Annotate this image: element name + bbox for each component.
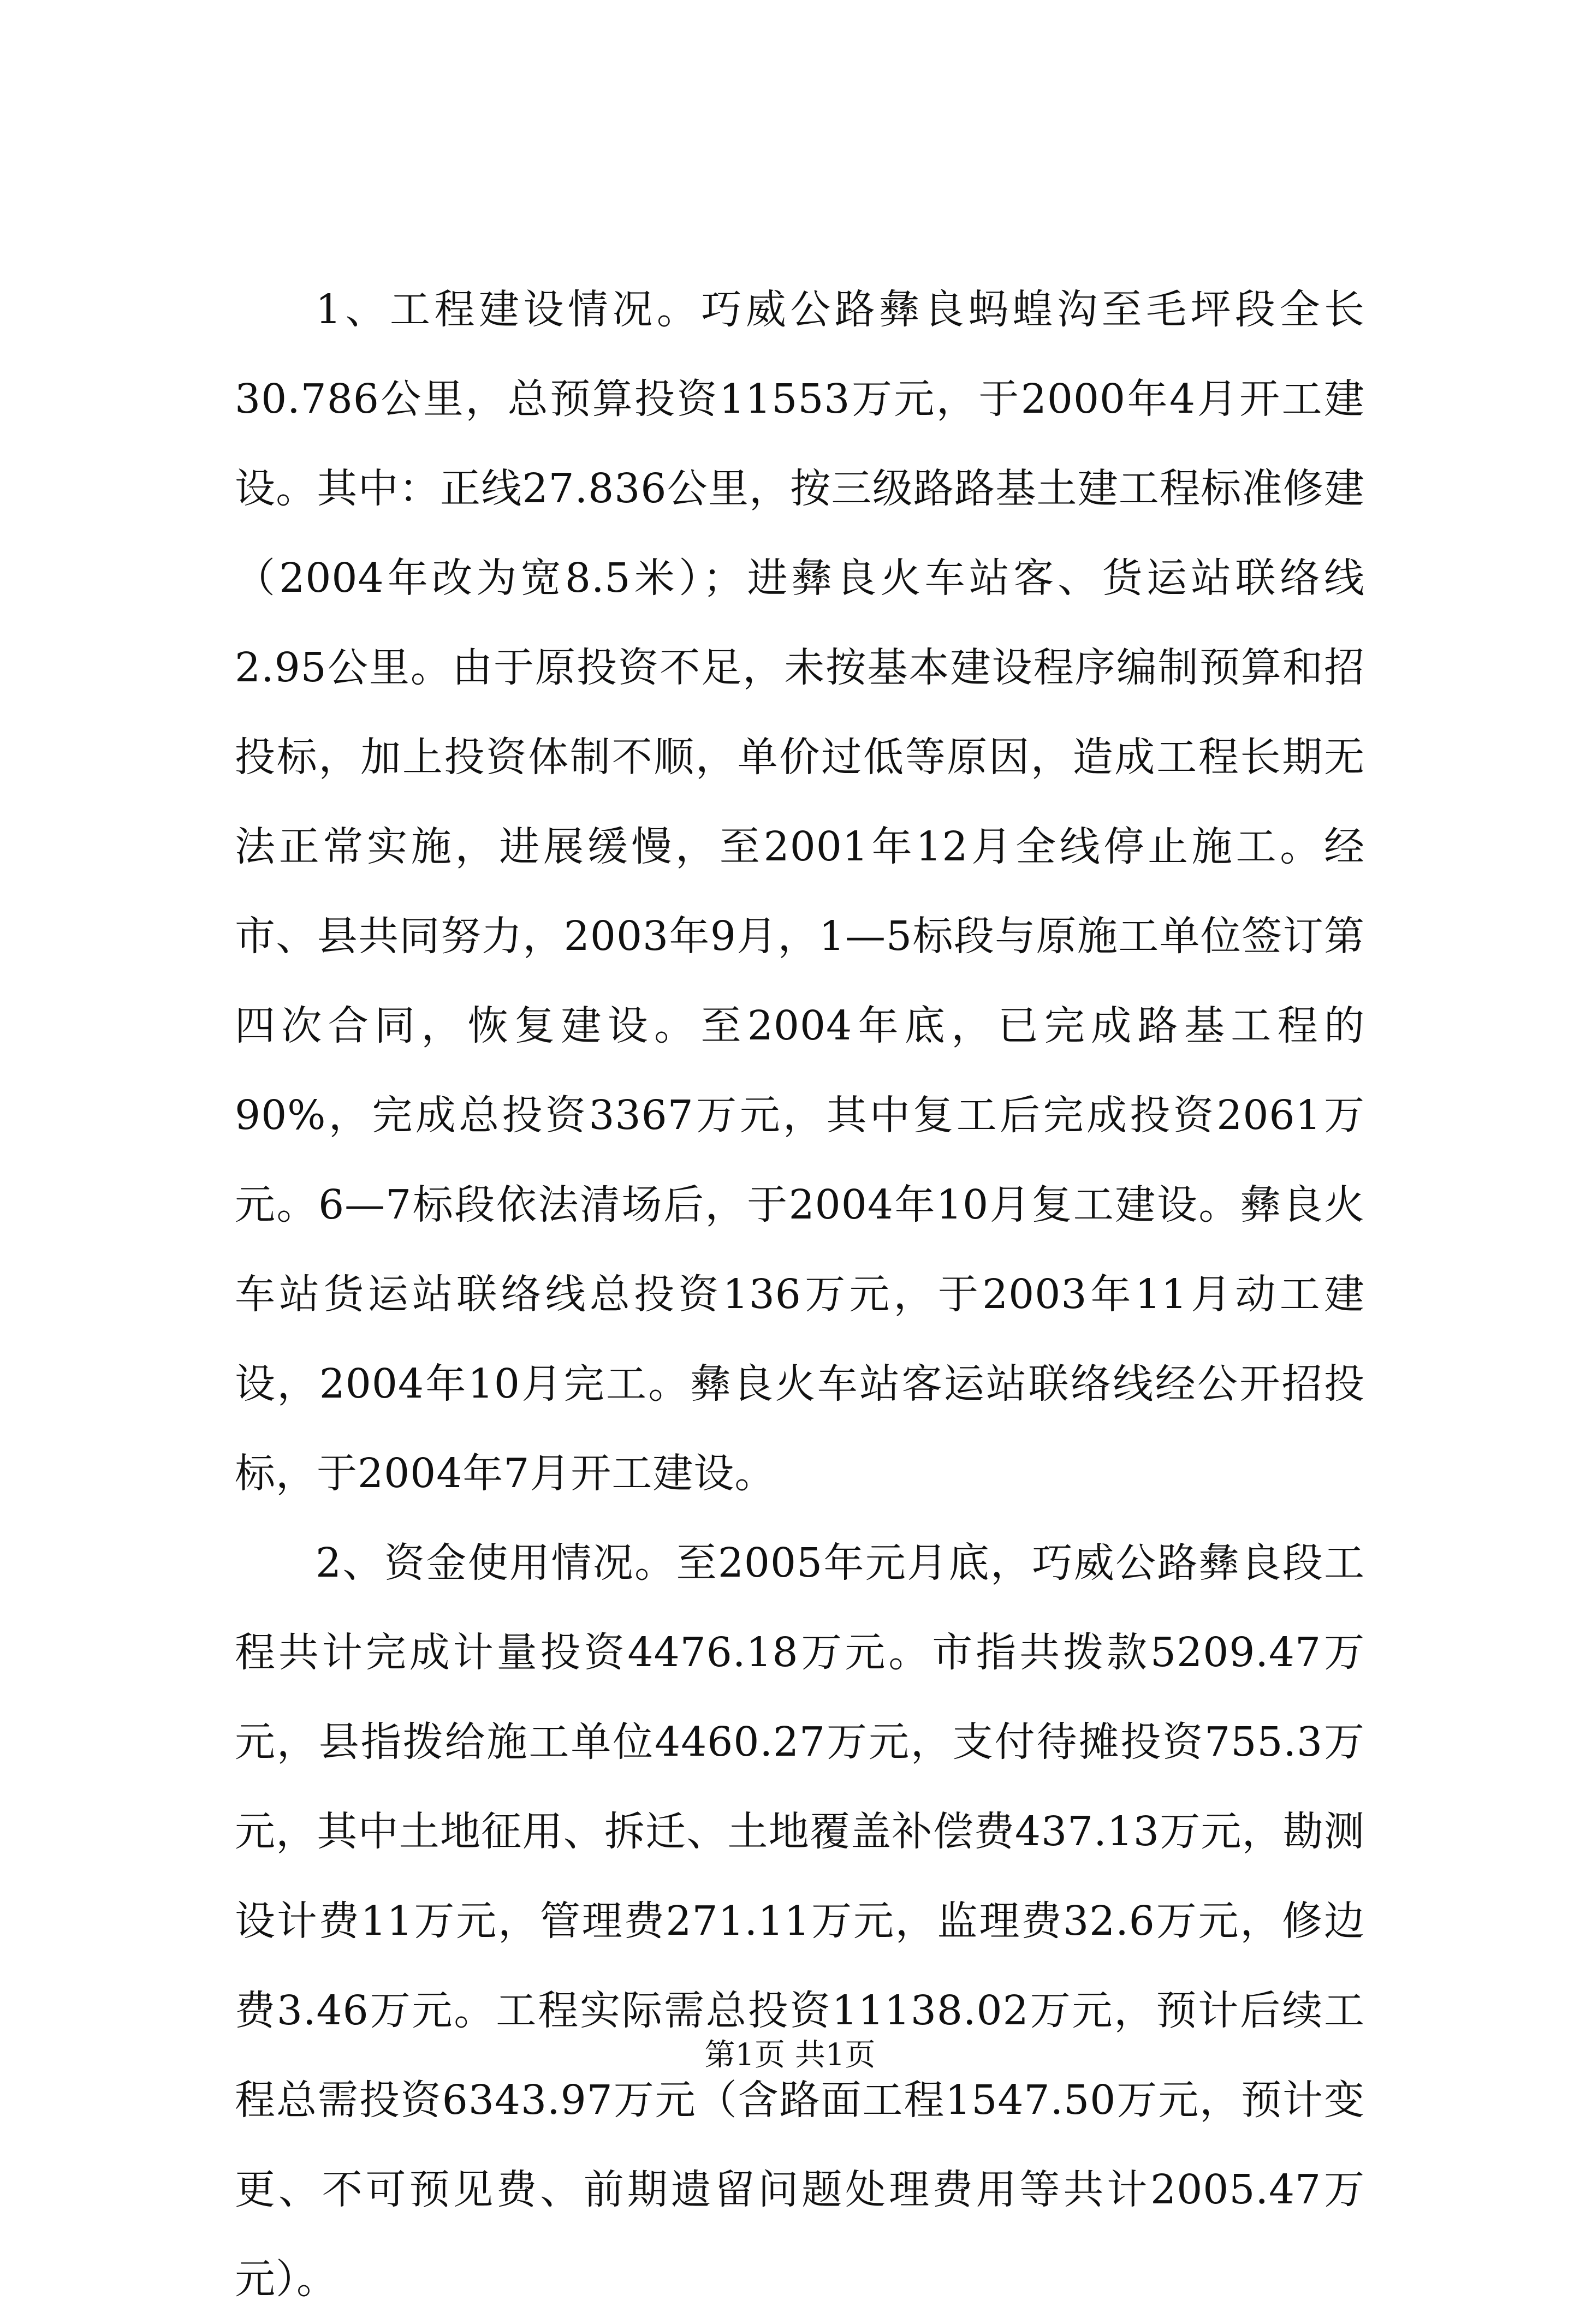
paragraph-construction-status: 1、工程建设情况。巧威公路彝良蚂蝗沟至毛坪段全长30.786公里，总预算投资11553万元，于2000年4月开工建设。其中：正线27.836公里，按三级路路基土建工程标准修建（2004年改为宽8.5米）；进彝良火车站客、货运站联络线2.95公里。由于原投资不足，未按基本建设程序编制预算和招投标，加上投资体制不顺，单价过低等原因，造成工程长期无法正常实施，进展缓慢，至2001年12月全线停止施工。经市、县共同努力，2003年9月，1—5标段与原施工单位签订第四次合同，恢复建设。至2004年底，已完成路基工程的90%，完成总投资3367万元，其中复工后完成投资2061万元。6—7标段依法清场后，于2004年10月复工建设。彝良火车站货运站联络线总投资136万元，于2003年11月动工建设，2004年10月完工。彝良火车站客运站联络线经公开招投标，于2004年7月开工建设。	[235, 286, 1365, 1497]
document-body	[235, 265, 1365, 2324]
paragraph-fund-usage: 2、资金使用情况。至2005年元月底，巧威公路彝良段工程共计完成计量投资4476.18万元。市指共拨款5209.47万元，县指拨给施工单位4460.27万元，支付待摊投资755.3万元，其中土地征用、拆迁、土地覆盖补偿费437.13万元，勘测设计费11万元，管理费271.11万元，监理费32.6万元，修边费3.46万元。工程实际需总投资11138.02万元，预计后续工程总需投资6343.97万元（含路面工程1547.50万元，预计变更、不可预见费、前期遗留问题处理费用等共计2005.47万元）。	[235, 1540, 1365, 2303]
page-footer: 第1页 共1页	[704, 2037, 876, 2073]
